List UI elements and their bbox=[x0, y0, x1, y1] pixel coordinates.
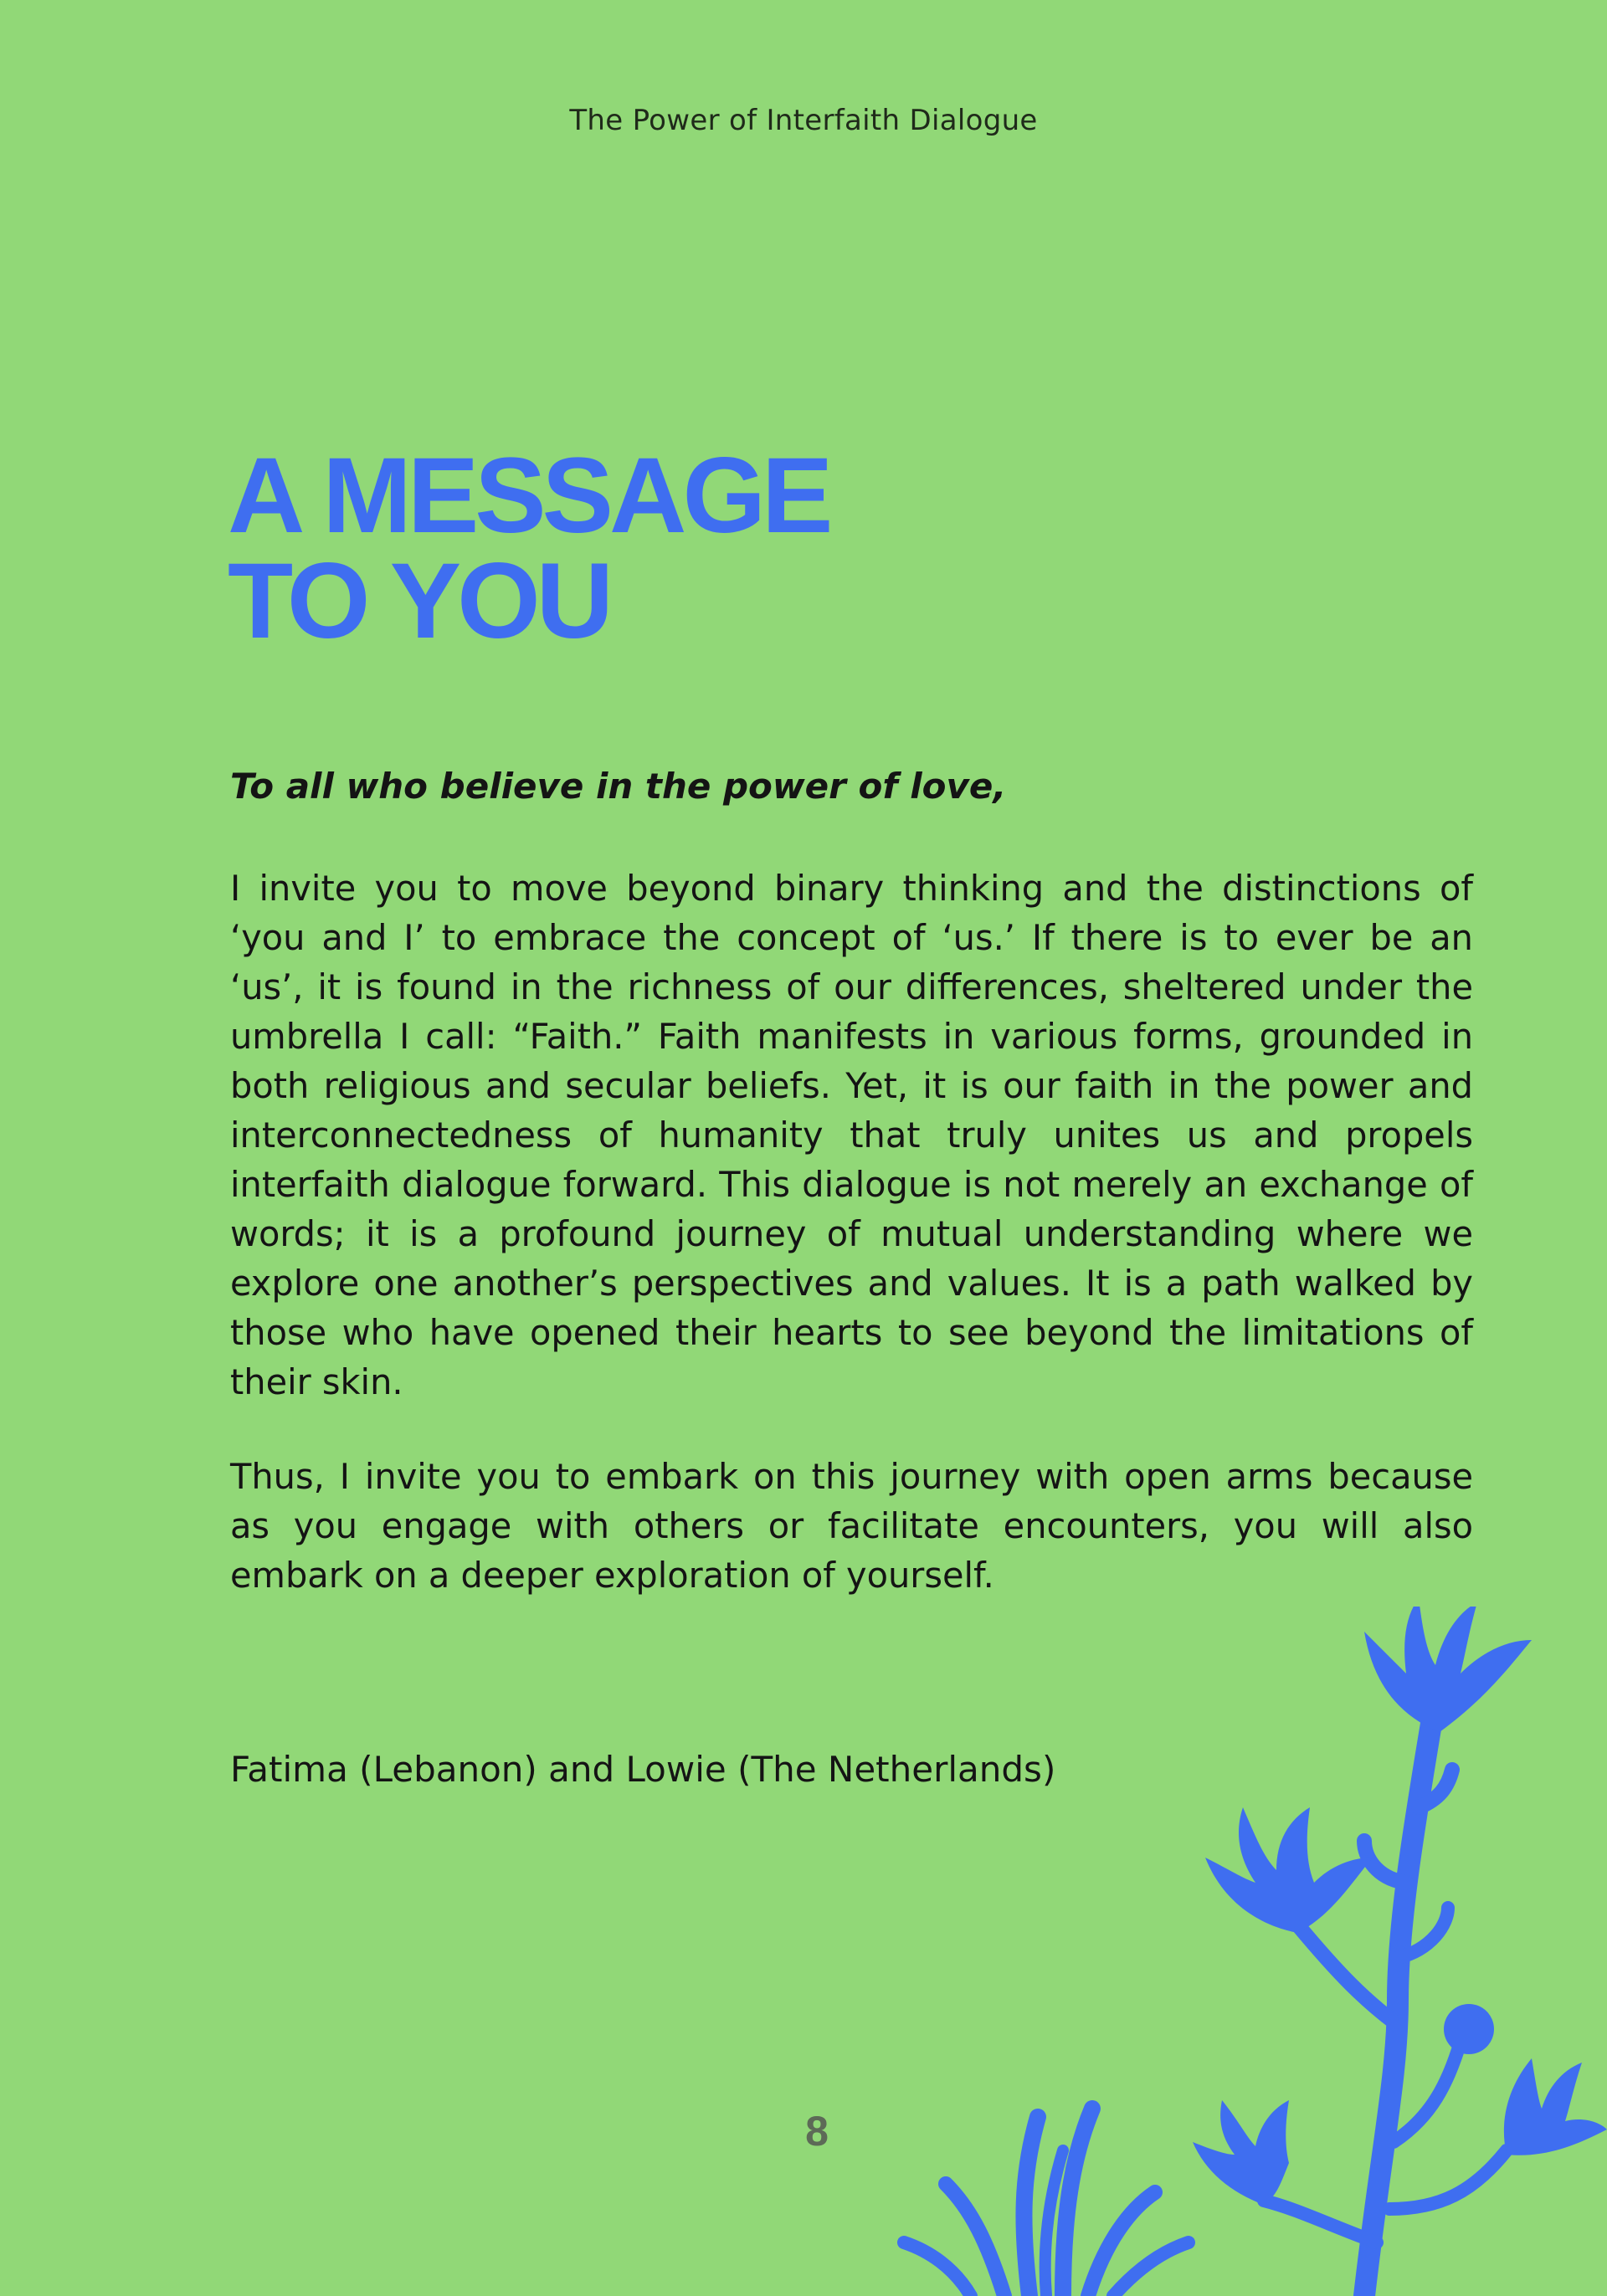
blue-flower-plant-illustration bbox=[862, 1607, 1607, 2296]
body-paragraph-1: I invite you to move beyond binary thinking and the distinctions of ‘you and I’ to embrace the concept of ‘us.’ If there is to ever be an ‘us’, it is found in the richness of our differences, sheltered under the umbrella I call: “Faith.” Faith manifests in various forms, grounded in both religious and secular beliefs. Yet, it is our faith in the power and interconnectedness of humanity that truly unites us and propels interfaith dialogue forward. This dialogue is not merely an exchange of words; it is a profound journey of mutual understanding where we explore one another’s perspectives and values. It is a path walked by those who have opened their hearts to see beyond the limitations of their skin. bbox=[230, 868, 1473, 1402]
page-title-line-2: TO YOU bbox=[228, 541, 610, 661]
page-title bbox=[228, 436, 829, 661]
page-title-line-1: A MESSAGE bbox=[228, 436, 829, 556]
body-paragraph-2: Thus, I invite you to embark on this journey with open arms because as you engage with others or facilitate encounters, you will also embark on a deeper exploration of yourself. bbox=[230, 1456, 1473, 1596]
running-header: The Power of Interfaith Dialogue bbox=[569, 104, 1038, 137]
greeting: To all who believe in the power of love, bbox=[230, 766, 1007, 807]
page-number: 8 bbox=[805, 2108, 829, 2155]
signature: Fatima (Lebanon) and Lowie (The Netherlands) bbox=[230, 1749, 1056, 1790]
